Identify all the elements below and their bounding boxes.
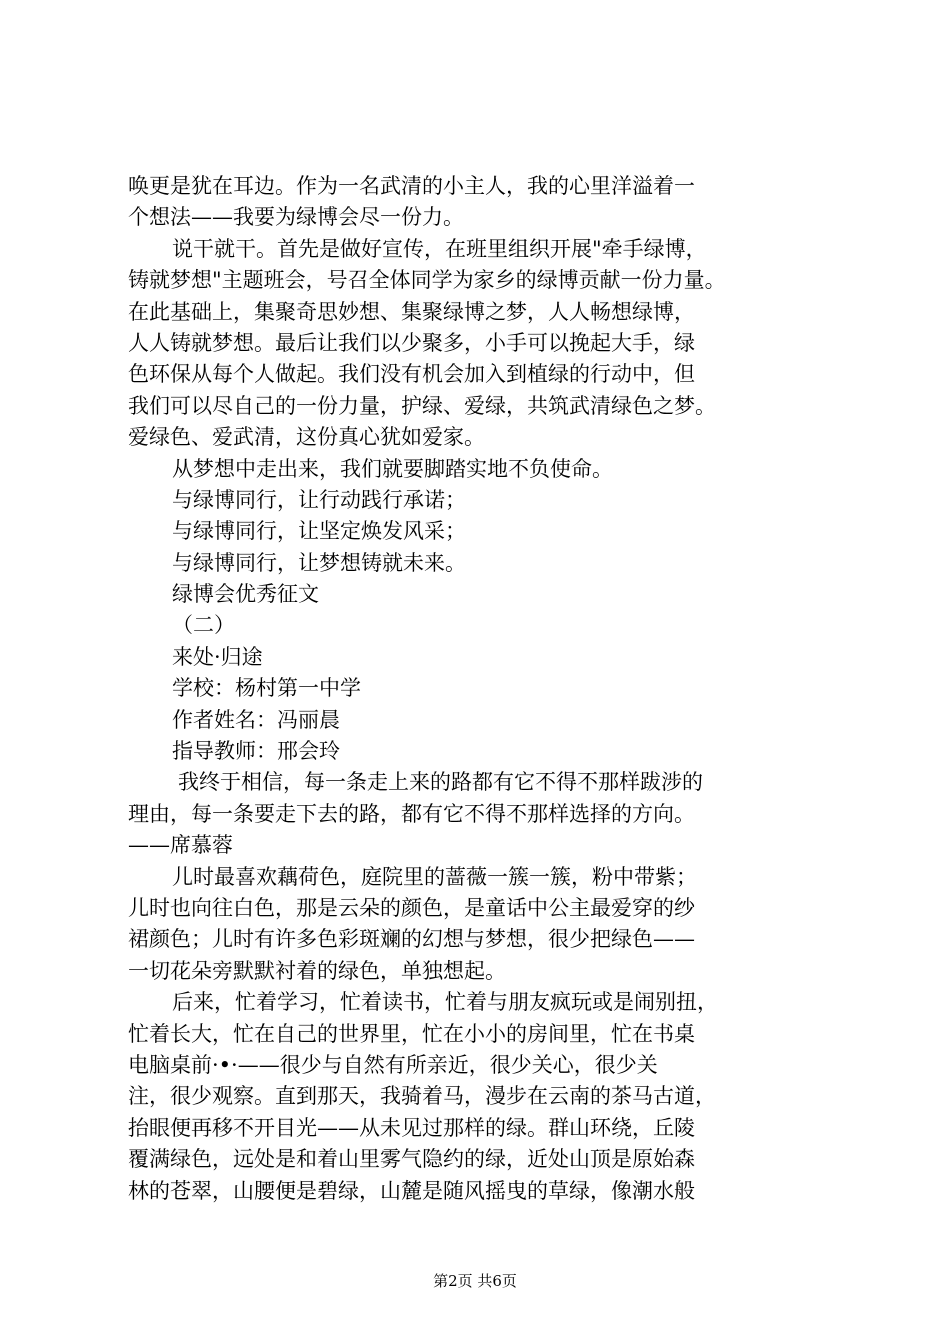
text-line: 与绿博同行，让坚定焕发风采； bbox=[172, 519, 466, 544]
text-line: 与绿博同行，让行动践行承诺； bbox=[172, 487, 466, 512]
page-footer: 第2页 共6页 bbox=[433, 1272, 517, 1290]
text-line: 电脑桌前·•·——很少与自然有所亲近，很少关心，很少关 bbox=[128, 1052, 658, 1077]
body-text bbox=[128, 171, 848, 1207]
text-line: 儿时最喜欢藕荷色，庭院里的蔷薇一簇一簇，粉中带紫； bbox=[172, 864, 697, 889]
text-line: 裙颜色；儿时有许多色彩斑斓的幻想与梦想，很少把绿色—— bbox=[128, 927, 695, 952]
text-line: 后来，忙着学习，忙着读书，忙着与朋友疯玩或是闹别扭， bbox=[172, 990, 718, 1015]
school-line: 学校：杨村第一中学 bbox=[172, 676, 361, 701]
text-line: 覆满绿色，远处是和着山里雾气隐约的绿，近处山顶是原始森 bbox=[128, 1147, 695, 1172]
text-line: 在此基础上，集聚奇思妙想、集聚绿博之梦，人人畅想绿博， bbox=[128, 299, 695, 324]
text-line: 铸就梦想"主题班会，号召全体同学为家乡的绿博贡献一份力量。 bbox=[128, 268, 726, 293]
essay-title: 来处·归途 bbox=[172, 644, 263, 669]
text-line: 与绿博同行，让梦想铸就未来。 bbox=[172, 550, 466, 575]
text-line: 说干就干。首先是做好宣传，在班里组织开展"牵手绿博， bbox=[172, 236, 707, 261]
text-line: 从梦想中走出来，我们就要脚踏实地不负使命。 bbox=[172, 456, 613, 481]
text-line: 个想法——我要为绿博会尽一份力。 bbox=[128, 205, 464, 230]
essay-number: （二） bbox=[172, 613, 235, 638]
text-line: 注，很少观察。直到那天，我骑着马，漫步在云南的茶马古道， bbox=[128, 1084, 716, 1109]
text-line: 爱绿色、爱武清，这份真心犹如爱家。 bbox=[128, 425, 485, 450]
quote-line: 我终于相信，每一条走上来的路都有它不得不那样跋涉的 bbox=[178, 770, 703, 795]
text-line: 忙着长大，忙在自己的世界里，忙在小小的房间里，忙在书桌 bbox=[128, 1021, 695, 1046]
text-line: 一切花朵旁默默衬着的绿色，单独想起。 bbox=[128, 958, 506, 983]
quote-attribution: ——席慕蓉 bbox=[128, 833, 233, 858]
author-line: 作者姓名：冯丽晨 bbox=[172, 707, 340, 732]
text-line: 我们可以尽自己的一份力量，护绿、爱绿，共筑武清绿色之梦。 bbox=[128, 393, 716, 418]
text-line: 抬眼便再移不开目光——从未见过那样的绿。群山环绕，丘陵 bbox=[128, 1115, 695, 1140]
quote-line: 理由，每一条要走下去的路，都有它不得不那样选择的方向。 bbox=[128, 801, 695, 826]
text-line: 林的苍翠，山腰便是碧绿，山麓是随风摇曳的草绿，像潮水般 bbox=[128, 1178, 695, 1203]
text-line: 色环保从每个人做起。我们没有机会加入到植绿的行动中，但 bbox=[128, 362, 695, 387]
text-line: 人人铸就梦想。最后让我们以少聚多，小手可以挽起大手，绿 bbox=[128, 330, 695, 355]
essay-heading: 绿博会优秀征文 bbox=[172, 582, 319, 607]
teacher-line: 指导教师：邢会玲 bbox=[172, 739, 340, 764]
text-line: 儿时也向往白色，那是云朵的颜色，是童话中公主最爱穿的纱 bbox=[128, 895, 695, 920]
text-line: 唤更是犹在耳边。作为一名武清的小主人，我的心里洋溢着一 bbox=[128, 174, 695, 198]
